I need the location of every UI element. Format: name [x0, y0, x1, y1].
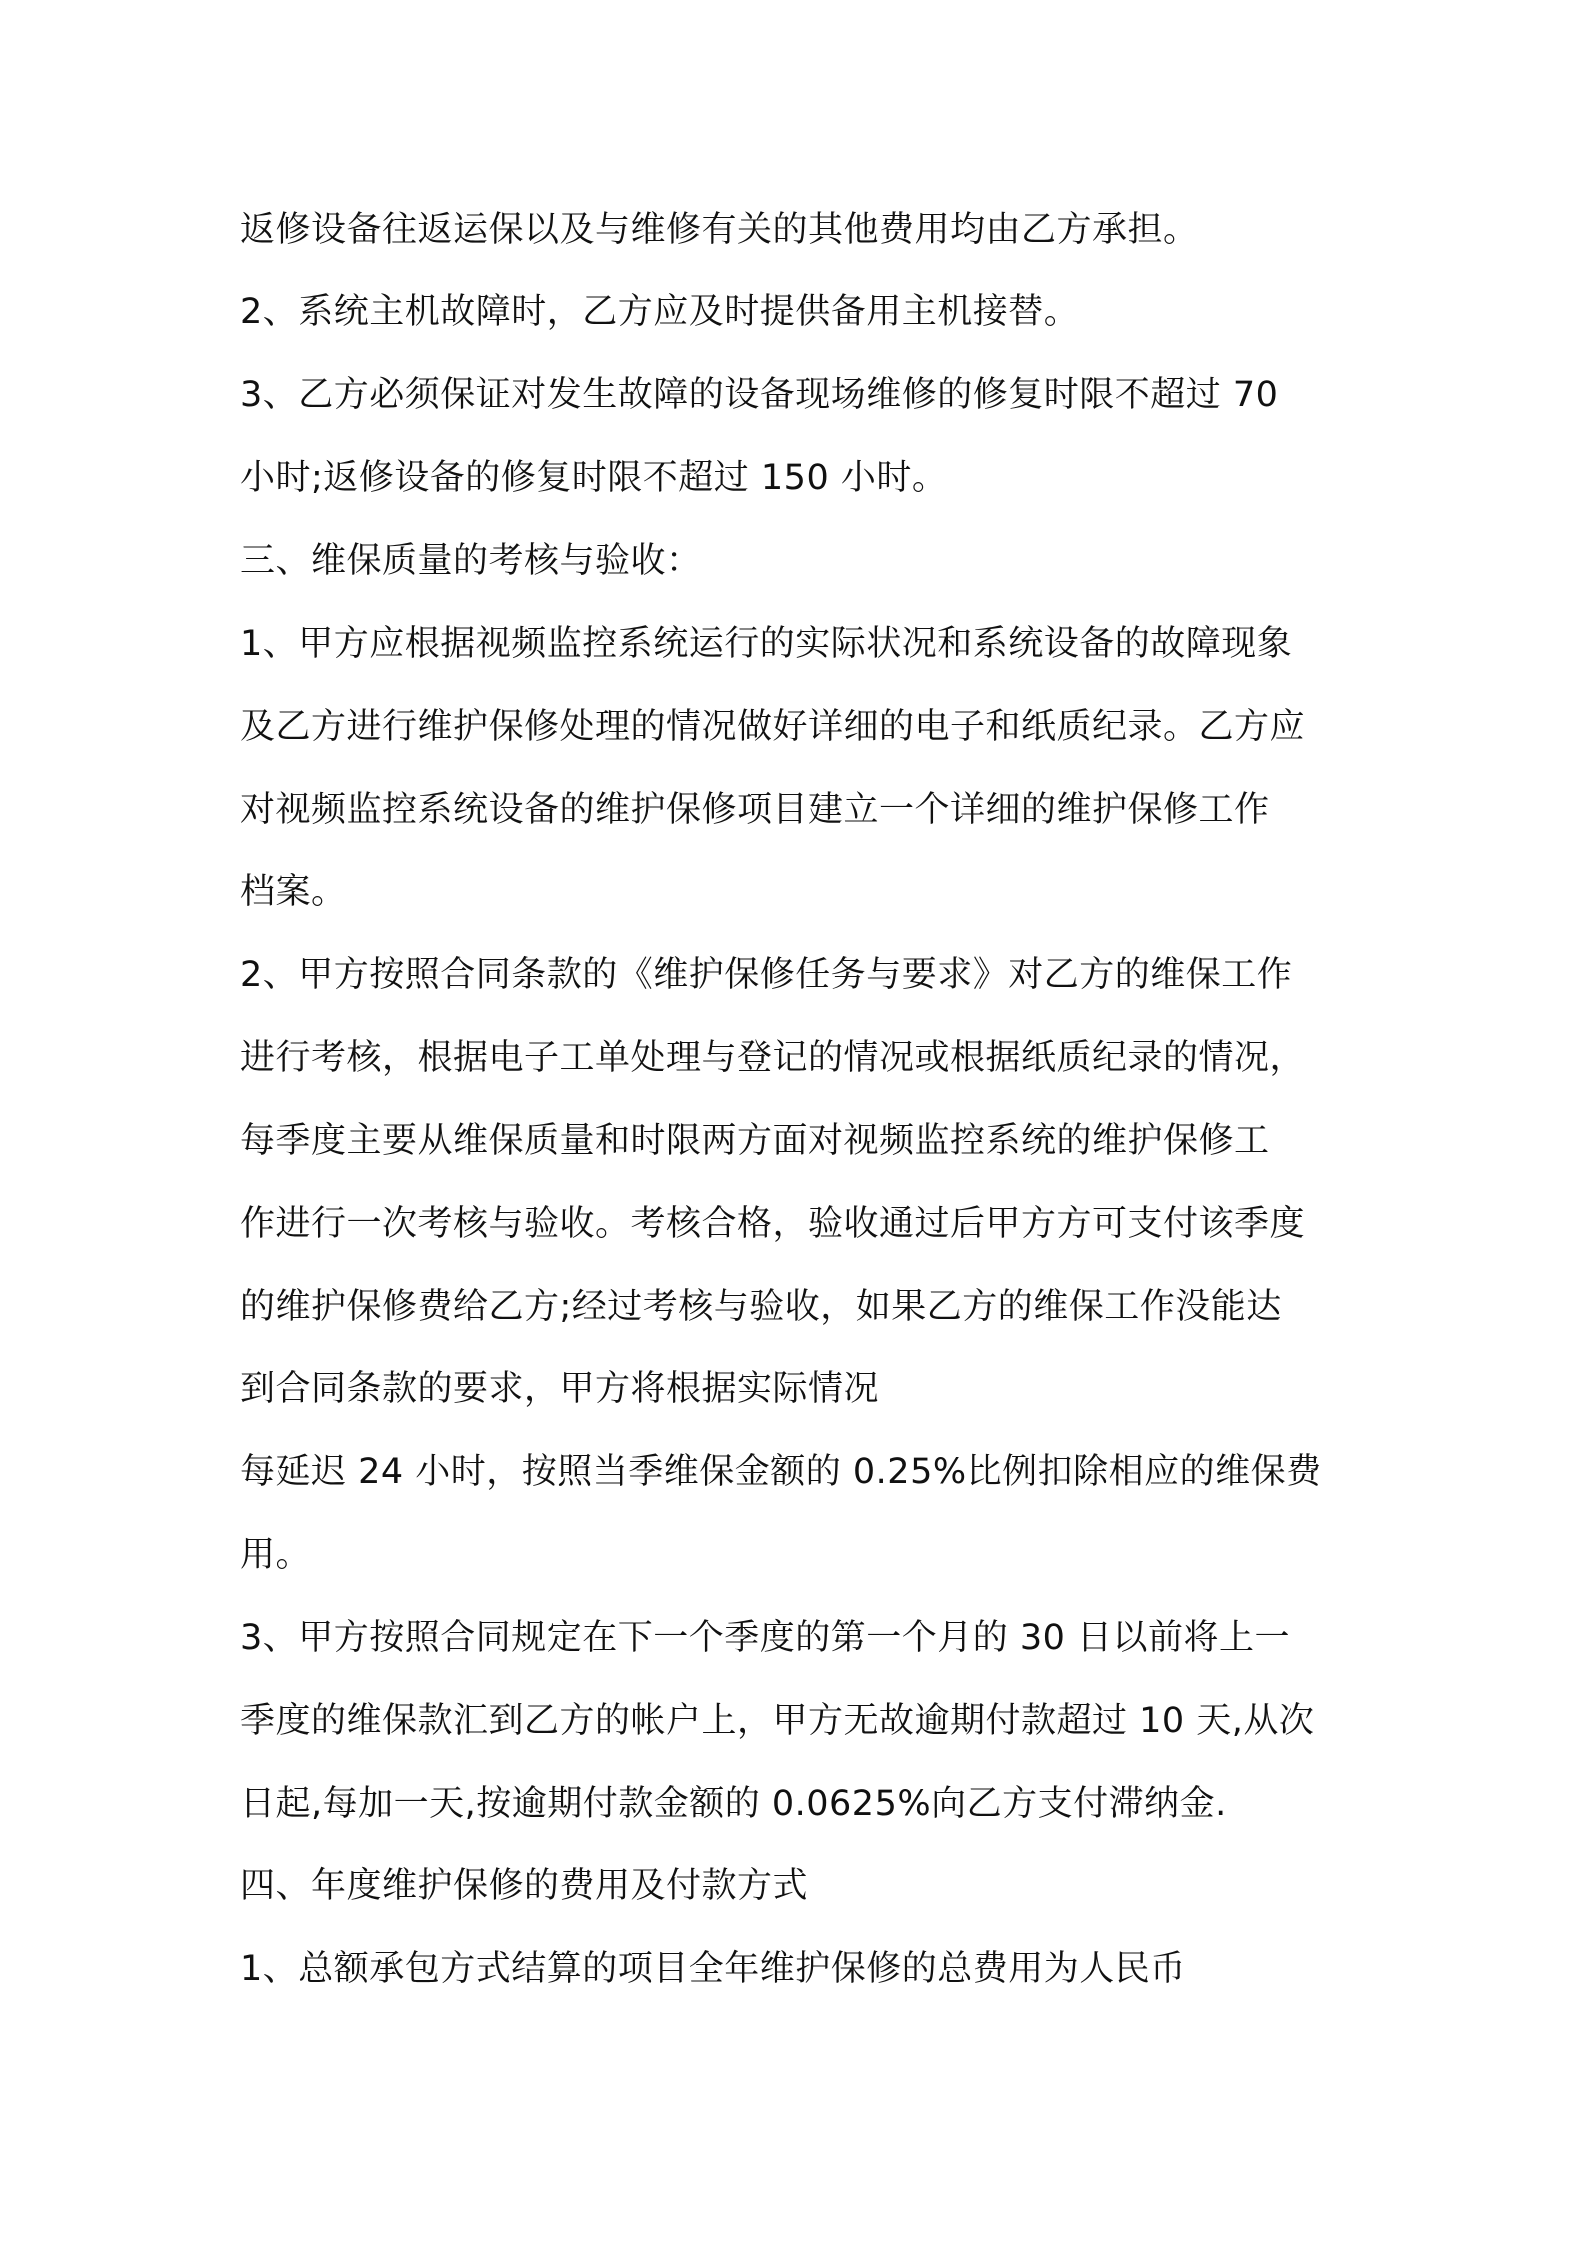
text-line: 到合同条款的要求，甲方将根据实际情况 [240, 1369, 880, 1409]
text-line: 小时;返修设备的修复时限不超过 150 小时。 [240, 458, 948, 498]
text-line: 进行考核，根据电子工单处理与登记的情况或根据纸质纪录的情况， [240, 1038, 1306, 1078]
text-line: 季度的维保款汇到乙方的帐户上，甲方无故逾期付款超过 10 天,从次 [240, 1701, 1315, 1741]
text-line: 作进行一次考核与验收。考核合格，验收通过后甲方方可支付该季度 [240, 1204, 1306, 1244]
text-line: 1、总额承包方式结算的项目全年维护保修的总费用为人民币 [240, 1949, 1186, 1989]
text-line: 用。 [240, 1535, 312, 1575]
text-line: 3、乙方必须保证对发生故障的设备现场维修的修复时限不超过 70 [240, 375, 1279, 415]
text-line: 每延迟 24 小时，按照当季维保金额的 0.25%比例扣除相应的维保费 [240, 1452, 1322, 1492]
text-line: 2、系统主机故障时，乙方应及时提供备用主机接替。 [240, 292, 1080, 332]
text-line: 日起,每加一天,按逾期付款金额的 0.0625%向乙方支付滞纳金. [240, 1784, 1227, 1824]
text-line: 返修设备往返运保以及与维修有关的其他费用均由乙方承担。 [240, 210, 1199, 250]
section-heading: 四、年度维护保修的费用及付款方式 [240, 1866, 809, 1906]
section-heading: 三、维保质量的考核与验收： [240, 541, 702, 581]
text-line: 每季度主要从维保质量和时限两方面对视频监控系统的维护保修工 [240, 1121, 1270, 1161]
text-line: 3、甲方按照合同规定在下一个季度的第一个月的 30 日以前将上一 [240, 1618, 1291, 1658]
text-line: 档案。 [240, 872, 347, 912]
text-line: 1、甲方应根据视频监控系统运行的实际状况和系统设备的故障现象 [240, 624, 1293, 664]
text-line: 2、甲方按照合同条款的《维护保修任务与要求》对乙方的维保工作 [240, 955, 1293, 995]
text-line: 的维护保修费给乙方;经过考核与验收，如果乙方的维保工作没能达 [240, 1287, 1282, 1327]
text-line: 及乙方进行维护保修处理的情况做好详细的电子和纸质纪录。乙方应 [240, 707, 1306, 747]
text-line: 对视频监控系统设备的维护保修项目建立一个详细的维护保修工作 [240, 790, 1270, 830]
